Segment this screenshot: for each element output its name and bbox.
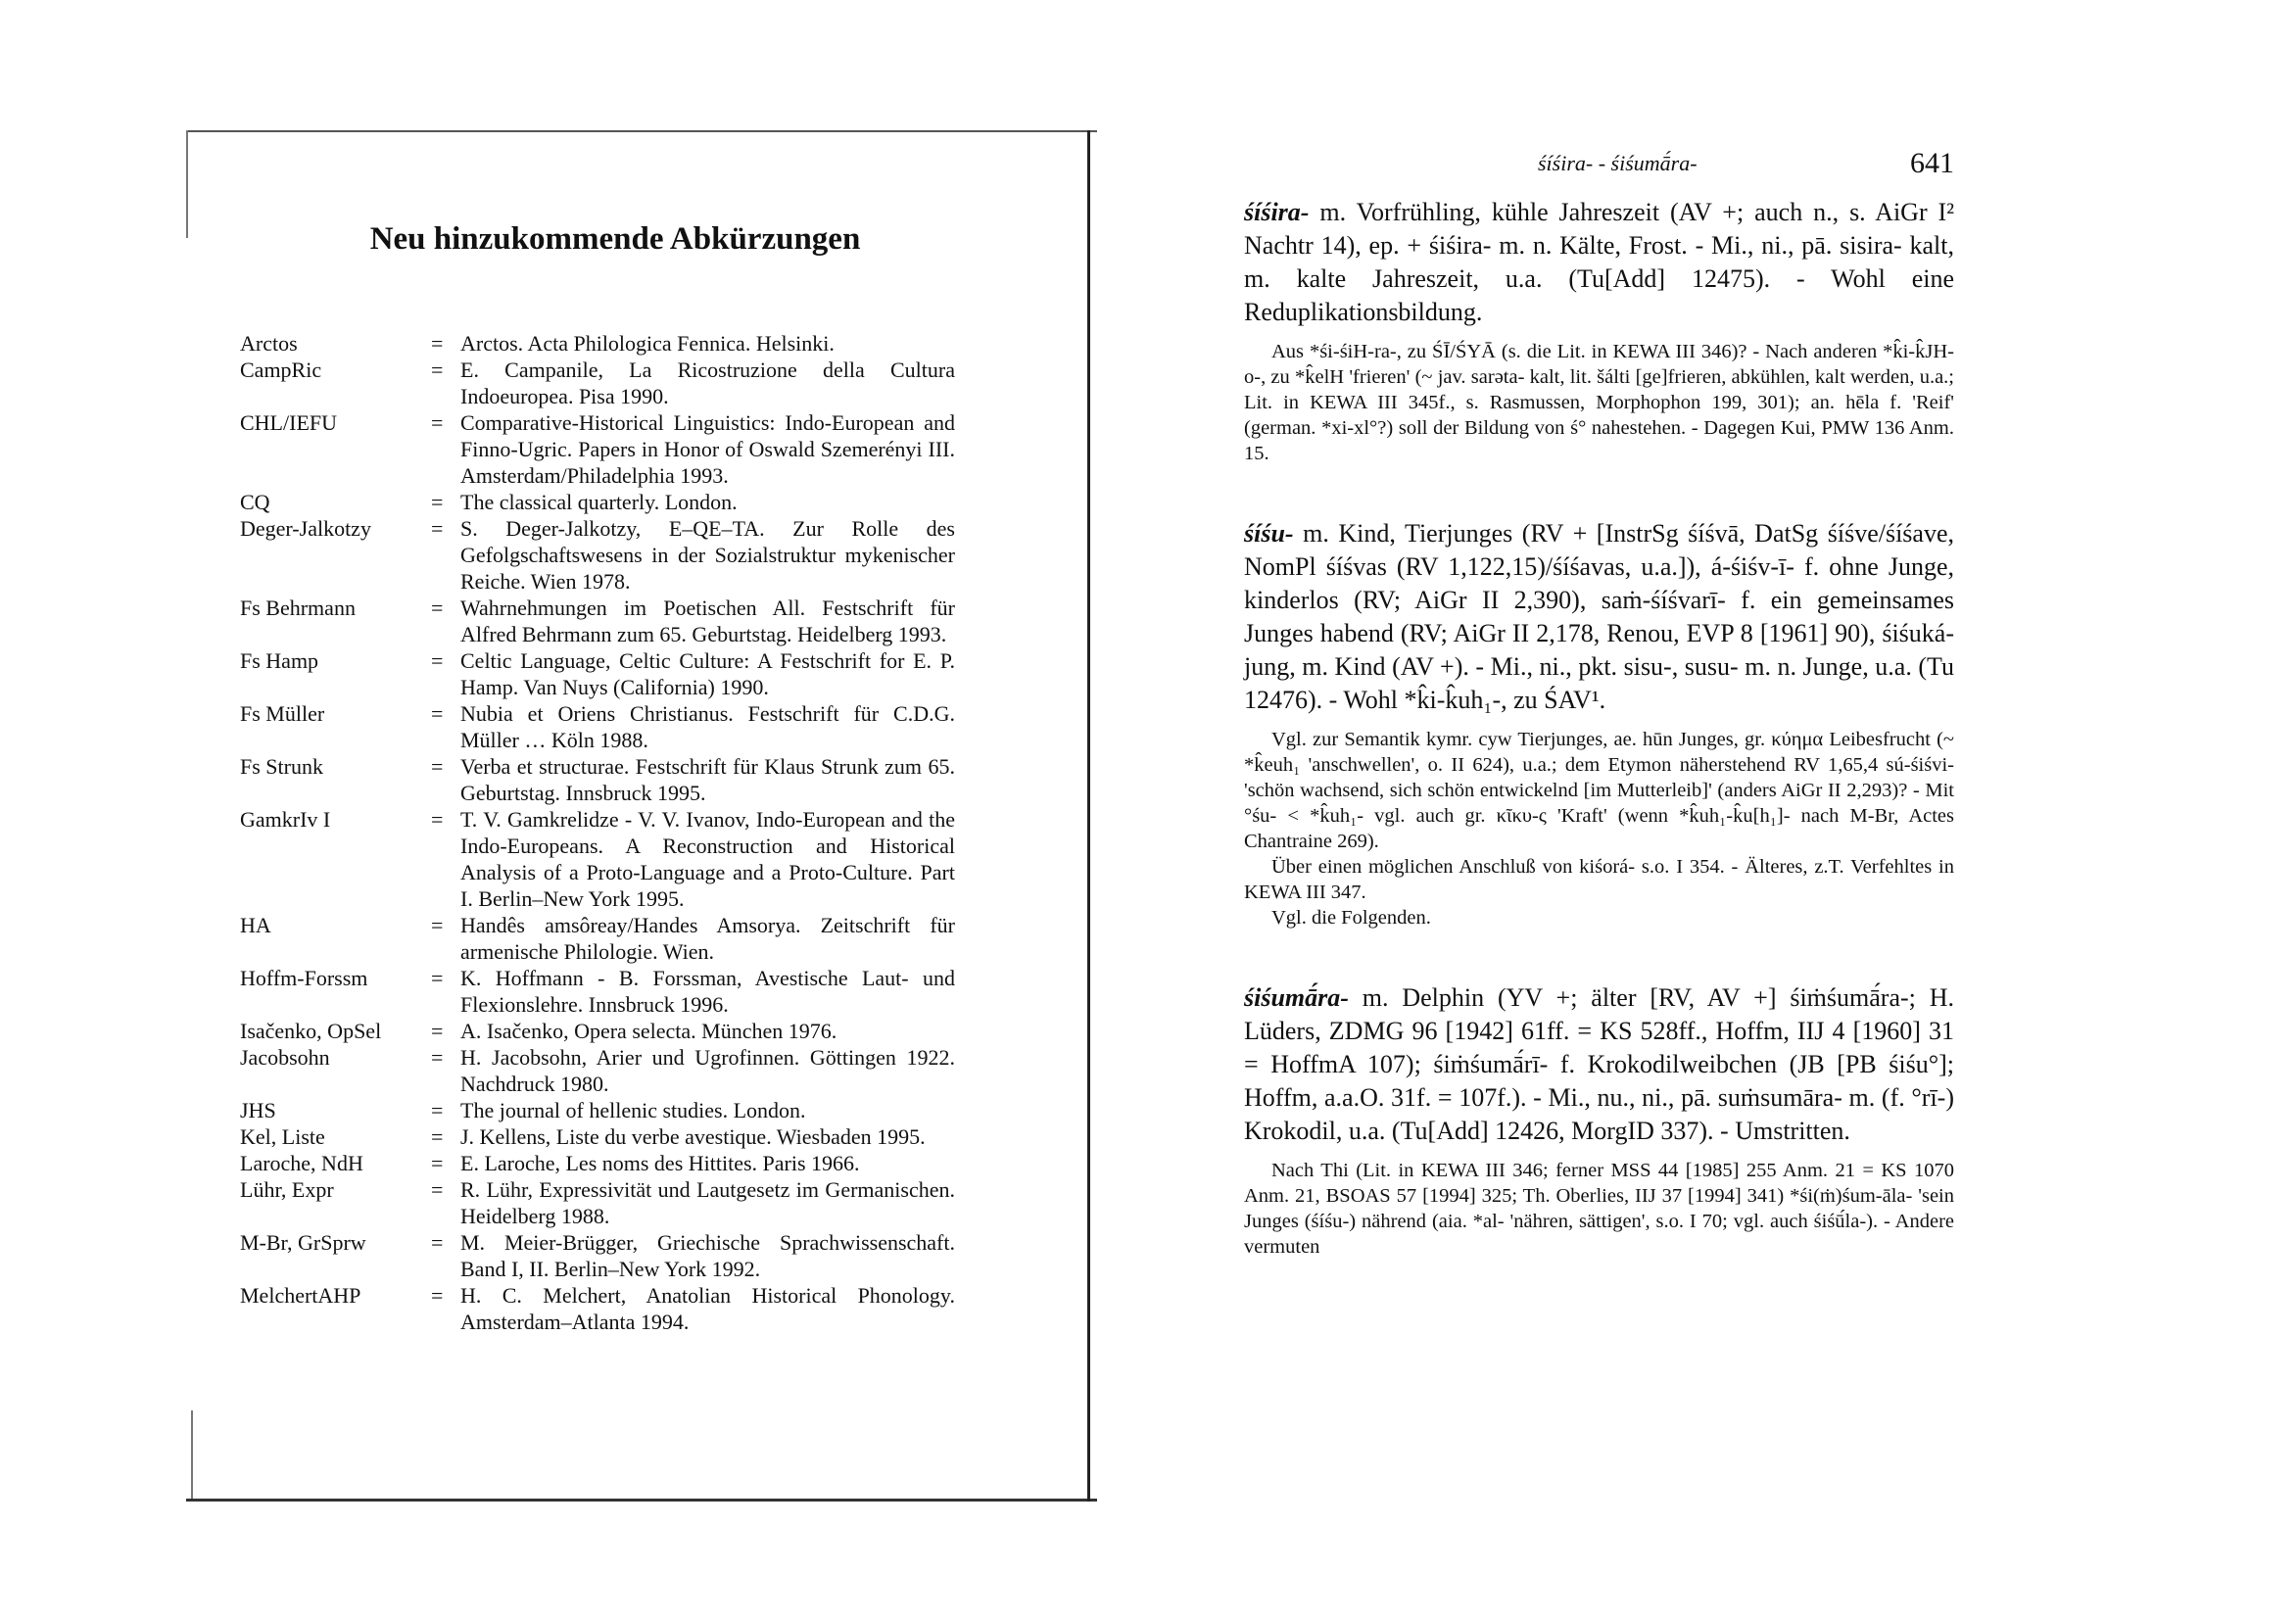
headword: śiśumā́ra- <box>1244 983 1349 1012</box>
abbreviation-row <box>240 595 955 647</box>
abbreviation-value: A. Isačenko, Opera selecta. München 1976. <box>460 1019 837 1043</box>
abbreviation-key: CQ <box>240 490 270 514</box>
abbreviation-key: MelchertAHP <box>240 1283 361 1308</box>
page-border-left <box>186 130 188 238</box>
abbreviation-key: Isačenko, OpSel <box>240 1019 382 1043</box>
abbreviation-row <box>240 1229 955 1282</box>
abbreviation-key: Arctos <box>240 331 298 356</box>
abbreviation-key: Fs Behrmann <box>240 596 356 620</box>
abbreviation-row <box>240 1176 955 1229</box>
note-paragraph: Nach Thi (Lit. in KEWA III 346; ferner MSS 44 [1985] 255 Anm. 21 = KS 1070 Anm. 21, BSOAS 57 [1994] 325; Th. Oberlies, IIJ 37 [1994] 341) *śi(ṁ)śum-āla- 'sein Junges (śíśu-) nährend (aia. *al- 'nähren, sättigen', s.o. I 70; vgl. auch śiśū́la-). - Andere vermuten <box>1244 1160 1954 1258</box>
abbreviation-key: Deger-Jalkotzy <box>240 516 371 541</box>
abbreviation-value: M. Meier-Brügger, Griechische Sprachwissenschaft. Band I, II. Berlin–New York 1992. <box>460 1230 955 1281</box>
abbreviation-row <box>240 357 955 409</box>
page-number: 641 <box>1910 147 1954 179</box>
equals-sign: = <box>431 966 444 990</box>
abbreviation-row <box>240 753 955 806</box>
dictionary-column <box>1244 196 1954 1260</box>
abbreviation-key: M-Br, GrSprw <box>240 1230 366 1255</box>
abbreviation-row <box>240 1018 955 1044</box>
entry-body <box>1244 517 1954 717</box>
entry-body <box>1244 981 1954 1148</box>
abbreviation-row <box>240 806 955 912</box>
abbreviation-value: H. Jacobsohn, Arier und Ugrofinnen. Göttingen 1922. Nachdruck 1980. <box>460 1045 955 1096</box>
abbreviation-value: Celtic Language, Celtic Culture: A Festschrift for E. P. Hamp. Van Nuys (California) 1990. <box>460 648 955 699</box>
entry-note <box>1244 339 1954 466</box>
note-paragraph: Über einen möglichen Anschluß von kiśorá- s.o. I 354. - Älteres, z.T. Verfehltes in KEWA III 347. <box>1244 856 1954 903</box>
equals-sign: = <box>431 1124 444 1149</box>
abbreviation-value: Arctos. Acta Philologica Fennica. Helsinki. <box>460 331 835 356</box>
page-border-top <box>186 130 1097 132</box>
abbreviation-key: JHS <box>240 1098 276 1122</box>
abbreviation-key: Laroche, NdH <box>240 1151 363 1175</box>
abbreviation-key: HA <box>240 913 271 937</box>
abbreviation-value: E. Campanile, La Ricostruzione della Cultura Indoeuropea. Pisa 1990. <box>460 358 955 408</box>
page-border-left-lower <box>191 1410 193 1499</box>
abbreviation-row <box>240 1150 955 1176</box>
page-header <box>1244 147 1979 186</box>
abbreviation-value: J. Kellens, Liste du verbe avestique. Wiesbaden 1995. <box>460 1124 926 1149</box>
abbreviation-row <box>240 647 955 700</box>
equals-sign: = <box>431 648 444 673</box>
abbreviation-row <box>240 700 955 753</box>
equals-sign: = <box>431 410 444 435</box>
note-paragraph: Vgl. zur Semantik kymr. cyw Tierjunges, ae. hūn Junges, gr. κύημα Leibesfrucht (~ *k̂euh₁ 'anschwellen', o. II 624), u.a.; dem Etymon näherstehend RV 1,65,4 sú-śiśvi- 'schön wachsend, sich schön entwickelnd [im Mutterleib]' (anders AiGr II 2,293)? - Mit °śu- < *k̂uh₁- vgl. auch gr. κῖκυ-ς 'Kraft' (wenn *k̂uh₁-k̂u[h₁]- nach M-Br, Actes Chantraine 269). <box>1244 729 1954 852</box>
dictionary-entry <box>1244 981 1954 1260</box>
equals-sign: = <box>431 701 444 726</box>
abbreviation-value: S. Deger-Jalkotzy, E–QE–TA. Zur Rolle des Gefolgschaftswesens in der Sozialstruktur mykenischer Reiche. Wien 1978. <box>460 516 955 594</box>
abbreviation-value: Comparative-Historical Linguistics: Indo-European and Finno-Ugric. Papers in Honor of Oswald Szemerényi III. Amsterdam/Philadelphia 1993. <box>460 410 955 488</box>
abbreviation-value: Handês amsôreay/Handes Amsorya. Zeitschrift für armenische Philologie. Wien. <box>460 913 955 964</box>
entry-text: m. Kind, Tierjunges (RV + [InstrSg śíśvā, DatSg śíśve/śíśave, NomPl śíśvas (RV 1,122,15)/śíśavas, u.a.]), á-śiśv-ī- f. ohne Junge, kinderlos (RV; AiGr II 2,390), saṁ-śíśvarī- f. ein gemeinsames Junges habend (RV; AiGr II 2,178, Renou, EVP 8 [1961] 90), śiśuká- jung, m. Kind (AV +). - Mi., ni., pkt. sisu-, susu- m. n. Junge, u.a. (Tu 12476). - Wohl *k̂i-k̂uh₁-, zu ŚAV¹. <box>1244 519 1954 714</box>
equals-sign: = <box>431 754 444 779</box>
page-border-right <box>1087 130 1090 1502</box>
abbreviation-row <box>240 330 955 357</box>
equals-sign: = <box>431 1151 444 1175</box>
abbreviation-value: K. Hoffmann - B. Forssman, Avestische Laut- und Flexionslehre. Innsbruck 1996. <box>460 966 955 1017</box>
note-paragraph: Aus *śi-śiH-ra-, zu ŚĪ/ŚYĀ (s. die Lit. in KEWA III 346)? - Nach anderen *k̂i-k̂JH-o-, zu *k̂elH 'frieren' (~ jav. sarəta- kalt, lit. šálti [ge]frieren, abkühlen, kalt werden, u.a.; Lit. in KEWA III 345f., s. Rasmussen, Morphophon 199, 301); an. hēla f. 'Reif' (german. *xi-xl°?) soll der Bildung von ś° nahestehen. - Dagegen Kui, PMW 136 Anm. 15. <box>1244 341 1954 464</box>
abbreviation-key: Fs Müller <box>240 701 325 726</box>
equals-sign: = <box>431 490 444 514</box>
abbreviation-value: E. Laroche, Les noms des Hittites. Paris 1966. <box>460 1151 860 1175</box>
equals-sign: = <box>431 1283 444 1308</box>
abbreviation-value: Nubia et Oriens Christianus. Festschrift für C.D.G. Müller … Köln 1988. <box>460 701 955 752</box>
abbreviation-value: R. Lühr, Expressivität und Lautgesetz im Germanischen. Heidelberg 1988. <box>460 1177 955 1228</box>
equals-sign: = <box>431 1230 444 1255</box>
abbreviation-row <box>240 912 955 965</box>
abbreviation-key: Lühr, Expr <box>240 1177 334 1202</box>
equals-sign: = <box>431 358 444 382</box>
equals-sign: = <box>431 331 444 356</box>
note-paragraph: Vgl. die Folgenden. <box>1271 907 1431 929</box>
abbreviation-row <box>240 1123 955 1150</box>
equals-sign: = <box>431 913 444 937</box>
entry-text: m. Vorfrühling, kühle Jahreszeit (AV +; auch n., s. AiGr I² Nachtr 14), ep. + śiśira- m. n. Kälte, Frost. - Mi., ni., pā. sisira- kalt, m. kalte Jahreszeit, u.a. (Tu[Add] 12475). - Wohl eine Reduplikationsbildung. <box>1244 198 1954 326</box>
abbreviation-row <box>240 965 955 1018</box>
abbreviation-key: Fs Hamp <box>240 648 319 673</box>
headword: śíśira- <box>1244 198 1310 226</box>
abbreviation-key: Hoffm-Forssm <box>240 966 368 990</box>
equals-sign: = <box>431 596 444 620</box>
entry-body <box>1244 196 1954 329</box>
dictionary-entry <box>1244 517 1954 930</box>
abbreviation-row <box>240 1282 955 1335</box>
abbreviations-list <box>240 330 955 1335</box>
abbreviation-key: CHL/IEFU <box>240 410 337 435</box>
equals-sign: = <box>431 516 444 541</box>
equals-sign: = <box>431 1098 444 1122</box>
equals-sign: = <box>431 1019 444 1043</box>
abbreviation-key: CampRic <box>240 358 322 382</box>
abbreviation-value: The classical quarterly. London. <box>460 490 738 514</box>
page-border-bottom <box>186 1499 1097 1502</box>
abbreviation-value: T. V. Gamkrelidze - V. V. Ivanov, Indo-European and the Indo-Europeans. A Reconstruction and Historical Analysis of a Proto-Language and a Proto-Culture. Part I. Berlin–New York 1995. <box>460 807 955 911</box>
dictionary-entry <box>1244 196 1954 466</box>
entry-text: m. Delphin (YV +; älter [RV, AV +] śiṁśumā́ra-; H. Lüders, ZDMG 96 [1942] 61ff. = KS 528ff., Hoffm, IIJ 4 [1960] 31 = HoffmA 107); śiṁśumā́rī- f. Krokodilweibchen (JB [PB śiśu°]; Hoffm, a.a.O. 31f. = 107f.). - Mi., nu., ni., pā. suṁsumāra- m. (f. °rī-) Krokodil, u.a. (Tu[Add] 12426, MorgID 337). - Umstritten. <box>1244 983 1954 1145</box>
abbreviation-value: H. C. Melchert, Anatolian Historical Phonology. Amsterdam–Atlanta 1994. <box>460 1283 955 1334</box>
abbreviation-row <box>240 1044 955 1097</box>
running-head: śíśira- - śiśumā́ra- <box>1538 151 1698 175</box>
abbreviation-row <box>240 515 955 595</box>
abbreviation-key: Jacobsohn <box>240 1045 330 1070</box>
abbreviation-row <box>240 489 955 515</box>
headword: śíśu- <box>1244 519 1294 548</box>
equals-sign: = <box>431 1177 444 1202</box>
abbreviation-key: Fs Strunk <box>240 754 323 779</box>
abbreviation-key: Kel, Liste <box>240 1124 325 1149</box>
entry-note <box>1244 1158 1954 1260</box>
entry-note <box>1244 727 1954 930</box>
equals-sign: = <box>431 1045 444 1070</box>
abbreviation-row <box>240 409 955 489</box>
abbreviation-value: The journal of hellenic studies. London. <box>460 1098 806 1122</box>
abbreviation-value: Verba et structurae. Festschrift für Klaus Strunk zum 65. Geburtstag. Innsbruck 1995. <box>460 754 955 805</box>
abbreviation-row <box>240 1097 955 1123</box>
abbreviation-key: GamkrIv I <box>240 807 331 832</box>
abbreviation-value: Wahrnehmungen im Poetischen All. Festschrift für Alfred Behrmann zum 65. Geburtstag. Heidelberg 1993. <box>460 596 955 646</box>
abbreviations-title: Neu hinzukommende Abkürzungen <box>369 221 861 257</box>
equals-sign: = <box>431 807 444 832</box>
